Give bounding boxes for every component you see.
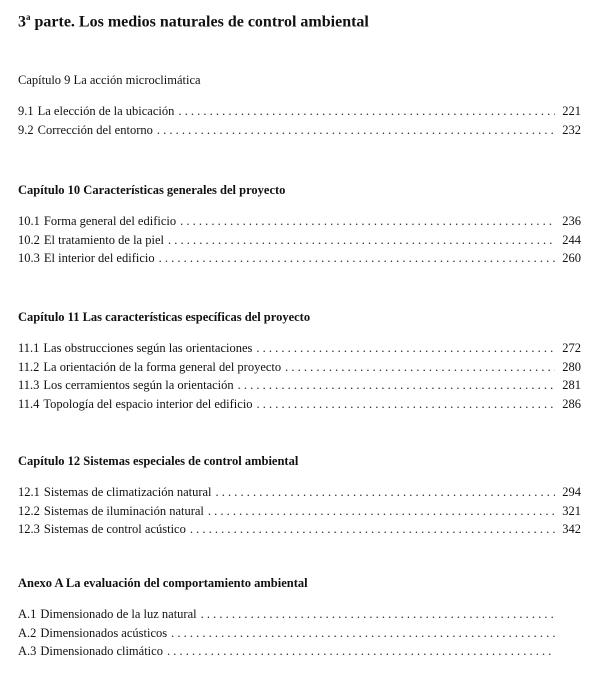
entry-number: 12.2 [18, 503, 40, 518]
entry-number: 9.2 [18, 122, 34, 137]
chapter-9-section [18, 72, 581, 139]
toc-entry [18, 520, 581, 539]
entry-page-number: 232 [562, 122, 581, 137]
entry-title: Sistemas de control acústico [43, 522, 186, 536]
toc-entry [18, 624, 581, 643]
chapter-heading: Capítulo 10 Características generales del proyecto [18, 183, 286, 197]
toc-entry [18, 249, 581, 268]
part-ordinal-superscript: a [26, 12, 31, 22]
entry-page-number: 260 [562, 251, 581, 265]
toc-entry [18, 121, 581, 140]
entry-title: El interior del edificio [43, 251, 155, 265]
dot-leader [285, 358, 555, 377]
entry-page-number: 280 [562, 359, 581, 374]
toc-entry [18, 483, 581, 502]
toc-entry [18, 102, 581, 121]
dot-leader [208, 502, 555, 521]
dot-leader [180, 212, 555, 231]
entry-page-number: 321 [562, 503, 581, 518]
entry-title: Topología del espacio interior del edificio [43, 396, 253, 411]
entry-number: 12.1 [18, 485, 40, 499]
entry-title: Corrección del entorno [37, 122, 153, 137]
dot-leader [168, 231, 555, 250]
toc-entry [18, 502, 581, 521]
dot-leader [171, 624, 555, 643]
entry-title: El tratamiento de la piel [43, 232, 164, 247]
dot-leader [216, 483, 555, 502]
toc-entry [18, 605, 581, 624]
chapter-heading: Anexo A La evaluación del comportamiento ambiental [18, 576, 308, 590]
entry-page-number: 244 [562, 232, 581, 247]
entry-title: La elección de la ubicación [37, 104, 175, 118]
toc-entry [18, 358, 581, 377]
toc-entry [18, 642, 581, 661]
dot-leader [201, 605, 555, 624]
entry-title: Forma general del edificio [43, 214, 177, 228]
entry-number: 11.1 [18, 341, 40, 355]
entry-page-number: 272 [562, 341, 581, 355]
entry-title: Dimensionado climático [40, 644, 163, 658]
toc-entry [18, 339, 581, 358]
entry-number: 12.3 [18, 522, 40, 536]
entry-page-number: 236 [562, 214, 581, 228]
entry-title: La orientación de la forma general del proyecto [43, 359, 282, 374]
chapter-12-section [18, 453, 581, 539]
entry-number: 11.2 [18, 359, 40, 374]
entry-number: 10.2 [18, 232, 40, 247]
entry-page-number: 281 [562, 378, 581, 392]
entry-title: Dimensionado de la luz natural [40, 607, 197, 621]
part-title-text: parte. Los medios naturales de control ambiental [34, 13, 369, 31]
dot-leader [256, 339, 555, 358]
chapter-10-section [18, 182, 581, 268]
chapter-heading: Capítulo 11 Las características específicas del proyecto [18, 310, 311, 324]
dot-leader [157, 121, 555, 140]
entry-page-number: 221 [562, 104, 581, 118]
part-title [18, 12, 369, 31]
dot-leader [238, 376, 555, 395]
chapter-heading: Capítulo 9 La acción microclimática [18, 73, 201, 87]
dot-leader [159, 249, 555, 268]
chapter-heading: Capítulo 12 Sistemas especiales de control ambiental [18, 454, 299, 468]
entry-title: Las obstrucciones según las orientaciones [43, 341, 253, 355]
entry-number: 11.3 [18, 378, 40, 392]
entry-number: 10.1 [18, 214, 40, 228]
annex-a-section [18, 575, 581, 661]
entry-number: 10.3 [18, 251, 40, 265]
entry-number: 9.1 [18, 104, 34, 118]
part-number: 3 [18, 13, 26, 31]
toc-entry [18, 395, 581, 414]
dot-leader [167, 642, 555, 661]
toc-entry [18, 376, 581, 395]
entry-page-number: 286 [562, 396, 581, 411]
dot-leader [190, 520, 555, 539]
chapter-11-section [18, 309, 581, 413]
entry-page-number: 294 [562, 485, 581, 499]
entry-title: Sistemas de climatización natural [43, 485, 212, 499]
entry-title: Sistemas de iluminación natural [43, 503, 204, 518]
dot-leader [257, 395, 555, 414]
toc-entry [18, 212, 581, 231]
entry-title: Dimensionados acústicos [40, 625, 168, 640]
entry-number: A.3 [18, 644, 37, 658]
toc-entry [18, 231, 581, 250]
entry-title: Los cerramientos según la orientación [43, 378, 234, 392]
entry-number: 11.4 [18, 396, 40, 411]
dot-leader [178, 102, 555, 121]
entry-page-number: 342 [562, 522, 581, 536]
entry-number: A.2 [18, 625, 37, 640]
entry-number: A.1 [18, 607, 37, 621]
